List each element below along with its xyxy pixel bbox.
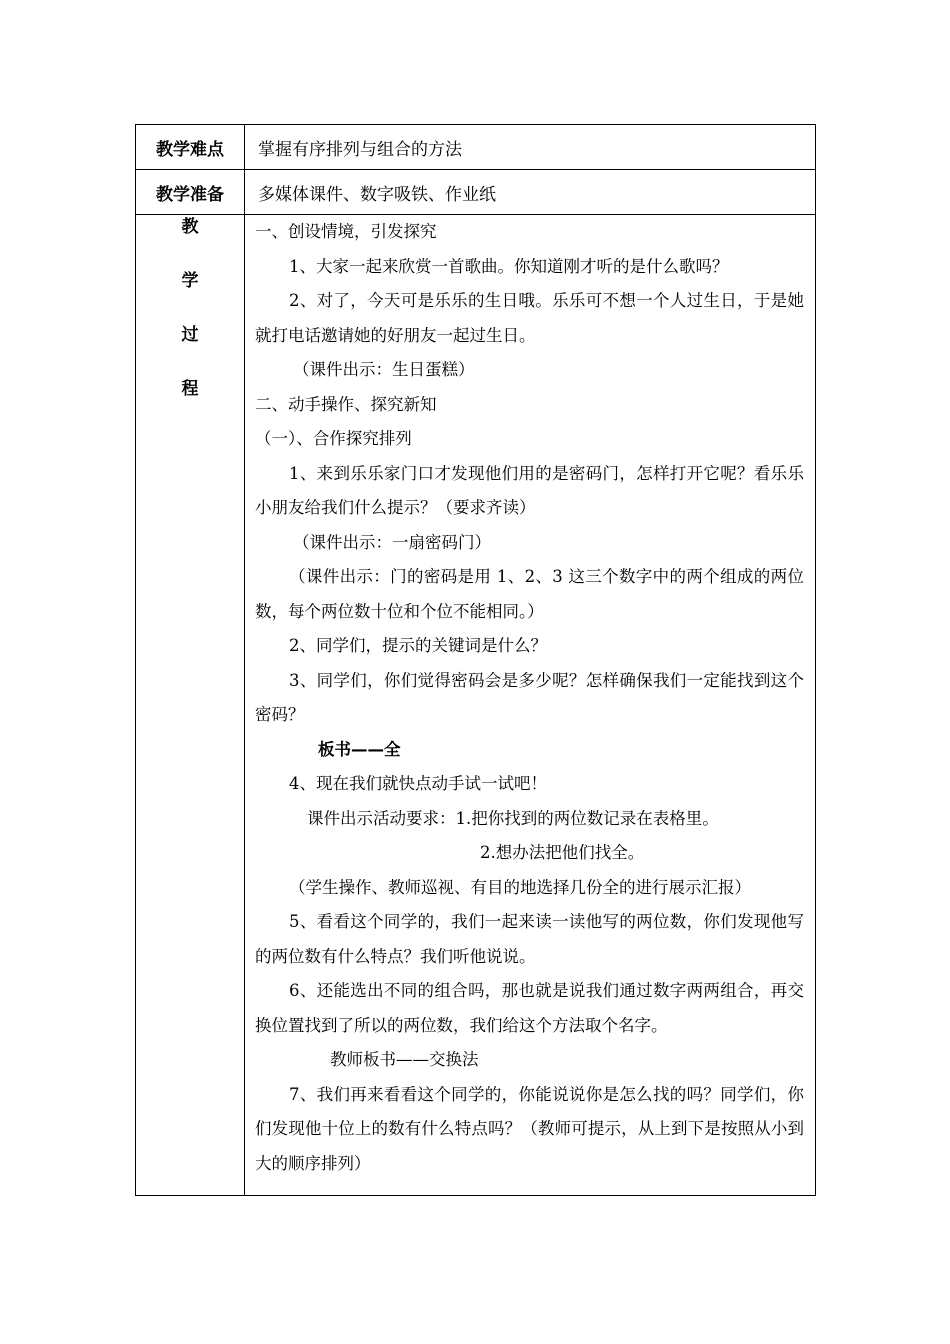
preparation-row xyxy=(136,170,816,215)
difficulty-label: 教学难点 xyxy=(136,125,245,170)
paragraph: 2、同学们，提示的关键词是什么？ xyxy=(289,636,547,655)
process-content xyxy=(245,215,816,1196)
paragraph: 3、同学们，你们觉得密码会是多少呢？怎样确保我们一定能找到这个密码？ xyxy=(255,670,804,724)
process-label-char: 程 xyxy=(181,379,199,399)
process-label-char: 过 xyxy=(181,325,199,345)
paragraph: 7、我们再来看看这个同学的，你能说说你是怎么找的吗？同学们，你们发现他十位上的数有什么特点吗？（教师可提示，从上到下是按照从小到大的顺序排列） xyxy=(255,1084,804,1173)
paragraph: 2.想办法把他们找全。 xyxy=(480,843,645,862)
paragraph: 2、对了，今天可是乐乐的生日哦。乐乐可不想一个人过生日，于是她就打电话邀请她的好朋友一起过生日。 xyxy=(255,291,804,345)
difficulty-value: 掌握有序排列与组合的方法 xyxy=(245,125,816,170)
paragraph: 1、大家一起来欣赏一首歌曲。你知道刚才听的是什么歌吗？ xyxy=(289,256,729,276)
paragraph: 4、现在我们就快点动手试一试吧！ xyxy=(289,774,547,793)
lesson-plan-table xyxy=(135,124,816,1196)
paragraph: 6、还能选出不同的组合吗，那也就是说我们通过数字两两组合，再交换位置找到了所以的两位数，我们给这个方法取个名字。 xyxy=(255,981,804,1035)
process-label xyxy=(136,215,245,1196)
paragraph: 5、看看这个同学的，我们一起来读一读他写的两位数，你们发现他写的两位数有什么特点？我们听他说说。 xyxy=(255,912,804,966)
difficulty-row xyxy=(136,125,816,170)
paragraph: （课件出示：生日蛋糕） xyxy=(293,360,475,379)
process-row xyxy=(136,215,816,1196)
board-note: 板书——全 xyxy=(318,739,401,759)
section-heading: 一、创设情境，引发探究 xyxy=(255,222,437,241)
preparation-label: 教学准备 xyxy=(136,170,245,215)
paragraph: （学生操作、教师巡视、有目的地选择几份全的进行展示汇报） xyxy=(289,877,751,897)
paragraph: 1、来到乐乐家门口才发现他们用的是密码门，怎样打开它呢？看乐乐小朋友给我们什么提示？（要求齐读） xyxy=(255,463,804,517)
section-heading: 二、动手操作、探究新知 xyxy=(255,394,437,414)
board-note: 教师板书——交换法 xyxy=(330,1050,479,1069)
subsection-heading: （一）、合作探究排列 xyxy=(255,429,412,448)
paragraph: （课件出示：一扇密码门） xyxy=(293,532,491,552)
preparation-value: 多媒体课件、数字吸铁、作业纸 xyxy=(245,170,816,215)
process-label-char: 教 xyxy=(181,217,199,237)
paragraph: 课件出示活动要求：1.把你找到的两位数记录在表格里。 xyxy=(307,808,719,828)
paragraph: （课件出示：门的密码是用 1、2、3 这三个数字中的两个组成的两位数，每个两位数十位和个位不能相同。） xyxy=(255,567,804,621)
process-label-char: 学 xyxy=(181,271,199,291)
